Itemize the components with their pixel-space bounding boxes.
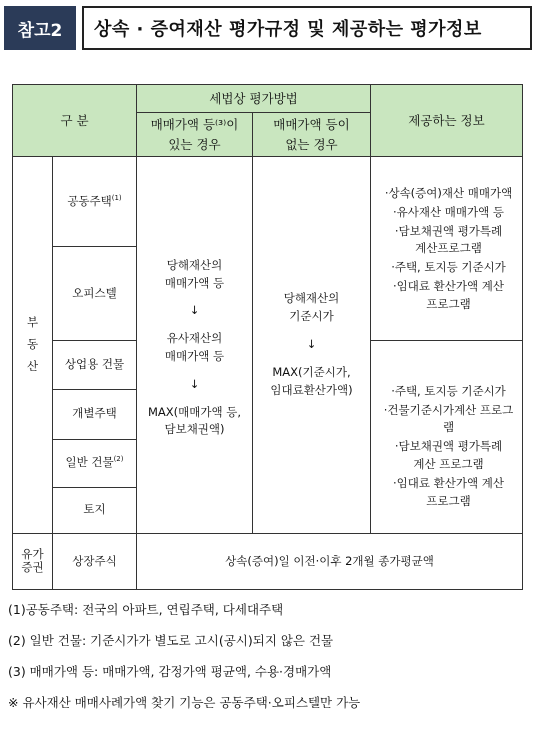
header-provided-info: 제공하는 정보	[371, 85, 523, 157]
footnote-note: ※ 유사재산 매매사례가액 찾기 기능은 공동주택·오피스텔만 가능	[8, 695, 361, 710]
row-individual-house: 개별주택	[53, 389, 137, 439]
header-tax-method: 세법상 평가방법	[137, 85, 371, 113]
footnotes	[8, 604, 528, 728]
with-price-method: 당해재산의 매매가액 등 ↓ 유사재산의 매매가액 등 ↓ MAX(매매가액 등, 담보채권액)	[137, 157, 253, 534]
footnote-1: (1)공동주택: 전국의 아파트, 연립주택, 다세대주택	[8, 602, 284, 617]
info-group-2: ·주택, 토지등 기준시가 ·건물기준시가계산 프로그램 ·담보채권액 평가특례 계산 프로그램 ·임대료 환산가액 계산 프로그램	[371, 341, 523, 533]
row-listed-stock: 상장주식	[53, 533, 137, 589]
row-land: 토지	[53, 487, 137, 533]
listed-stock-method: 상속(증여)일 이전·이후 2개월 종가평균액	[137, 533, 523, 589]
page-title: 상속 · 증여재산 평가규정 및 제공하는 평가정보	[82, 6, 532, 50]
valuation-table	[12, 84, 523, 590]
reference-tag: 참고2	[4, 6, 76, 50]
row-apartment: 공동주택$^{(1)}$	[53, 157, 137, 247]
securities-label: 유가 증권	[13, 533, 53, 589]
without-price-method: 당해재산의 기준시가 ↓ MAX(기준시가, 임대료환산가액)	[253, 157, 371, 534]
footnote-3: (3) 매매가액 등: 매매가액, 감정가액 평균액, 수용·경매가액	[8, 664, 332, 679]
real-estate-label: 부 동 산	[13, 157, 53, 534]
footnote-2: (2) 일반 건물: 기준시가가 별도로 고시(공시)되지 않은 건물	[8, 633, 334, 648]
header-category: 구 분	[13, 85, 137, 157]
info-group-1: ·상속(증여)재산 매매가액 ·유사재산 매매가액 등 ·담보채권액 평가특례 계산프로그램 ·주택, 토지등 기준시가 ·임대료 환산가액 계산 프로그램	[371, 157, 523, 341]
row-commercial-building: 상업용 건물	[53, 341, 137, 389]
header-without-price: 매매가액 등이 없는 경우	[253, 113, 371, 157]
header-with-price: 매매가액 등⁽³⁾이 있는 경우	[137, 113, 253, 157]
row-general-building: 일반 건물$^{(2)}$	[53, 439, 137, 487]
row-officetel: 오피스텔	[53, 247, 137, 341]
title-bar	[4, 6, 532, 50]
